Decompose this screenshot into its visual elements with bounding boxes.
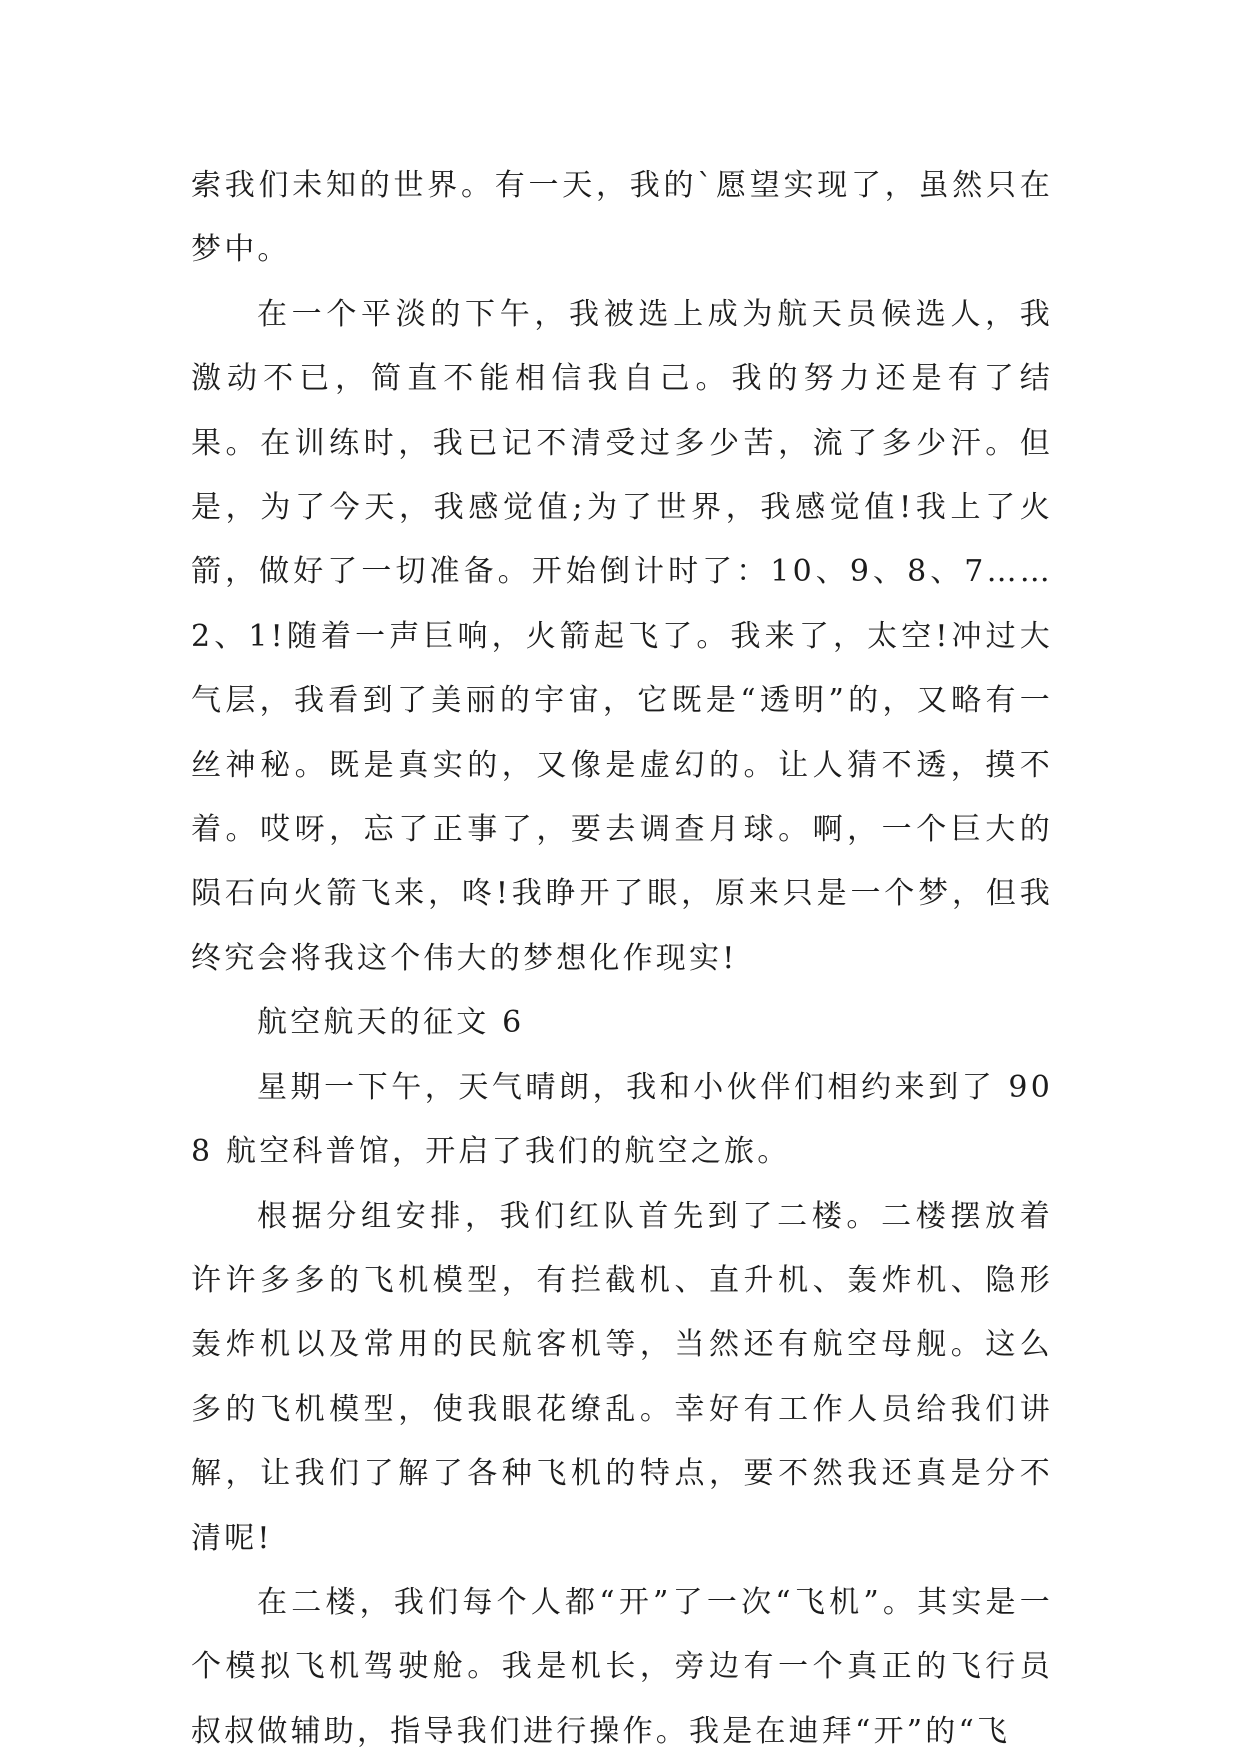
paragraph-1: 索我们未知的世界。有一天，我的`愿望实现了，虽然只在梦中。 <box>191 168 1053 268</box>
paragraph-5: 在二楼，我们每个人都“开”了一次“飞机”。其实是一个模拟飞机驾驶舱。我是机长，旁边有一个真正的飞行员叔叔做辅助，指导我们进行操作。我是在迪拜“开”的“飞 <box>191 1584 1053 1749</box>
paragraph-2: 在一个平淡的下午，我被选上成为航天员候选人，我激动不已，简直不能相信我自己。我的努力还是有了结果。在训练时，我已记不清受过多少苦，流了多少汗。但是，为了今天，我感觉值;为了世界，我感觉值!我上了火箭，做好了一切准备。开始倒计时了：10、9、8、7……2、1!随着一声巨响，火箭起飞了。我来了，太空!冲过大气层，我看到了美丽的宇宙，它既是“透明”的，又略有一丝神秘。既是真实的，又像是虚幻的。让人猜不透，摸不着。哎呀，忘了正事了，要去调查月球。啊，一个巨大的陨石向火箭飞来，咚!我睁开了眼，原来只是一个梦，但我终究会将我这个伟大的梦想化作现实! <box>191 296 1053 976</box>
section-heading: 航空航天的征文 6 <box>257 1005 525 1041</box>
paragraph-3: 星期一下午，天气晴朗，我和小伙伴们相约来到了 908 航空科普馆，开启了我们的航空之旅。 <box>191 1069 1053 1170</box>
paragraph-4: 根据分组安排，我们红队首先到了二楼。二楼摆放着许许多多的飞机模型，有拦截机、直升机、轰炸机、隐形轰炸机以及常用的民航客机等，当然还有航空母舰。这么多的飞机模型，使我眼花缭乱。幸好有工作人员给我们讲解，让我们了解了各种飞机的特点，要不然我还真是分不清呢! <box>191 1198 1053 1556</box>
document-body <box>191 154 1053 1764</box>
